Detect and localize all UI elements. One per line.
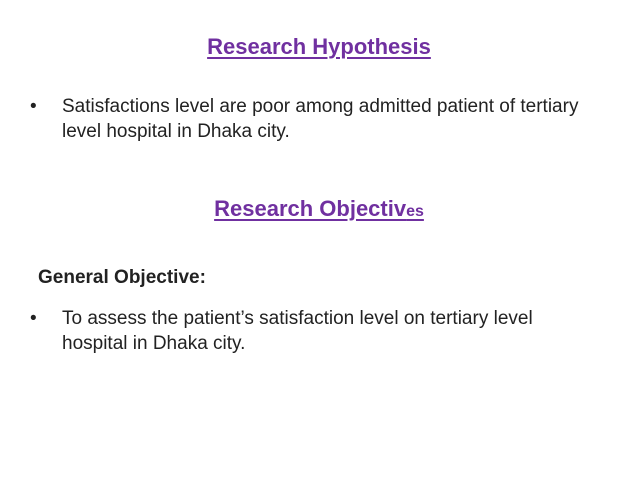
research-objectives-heading	[0, 196, 638, 222]
objective-bullet	[30, 306, 590, 356]
bullet-dot: •	[30, 96, 37, 117]
hypothesis-text: Satisfactions level are poor among admitted patient of tertiary level hospital in Dhaka city.	[62, 96, 579, 142]
research-hypothesis-heading	[0, 34, 638, 60]
bullet-dot: •	[30, 308, 37, 329]
research-objectives-heading-suffix: es	[406, 203, 424, 220]
research-objectives-heading-text: Research Objectiv	[214, 196, 407, 221]
objective-text: To assess the patient’s satisfaction level on tertiary level hospital in Dhaka city.	[62, 308, 533, 354]
research-hypothesis-heading-text: Research Hypothesis	[207, 34, 431, 59]
hypothesis-bullet	[30, 94, 590, 144]
general-objective-label: General Objective:	[38, 267, 206, 288]
